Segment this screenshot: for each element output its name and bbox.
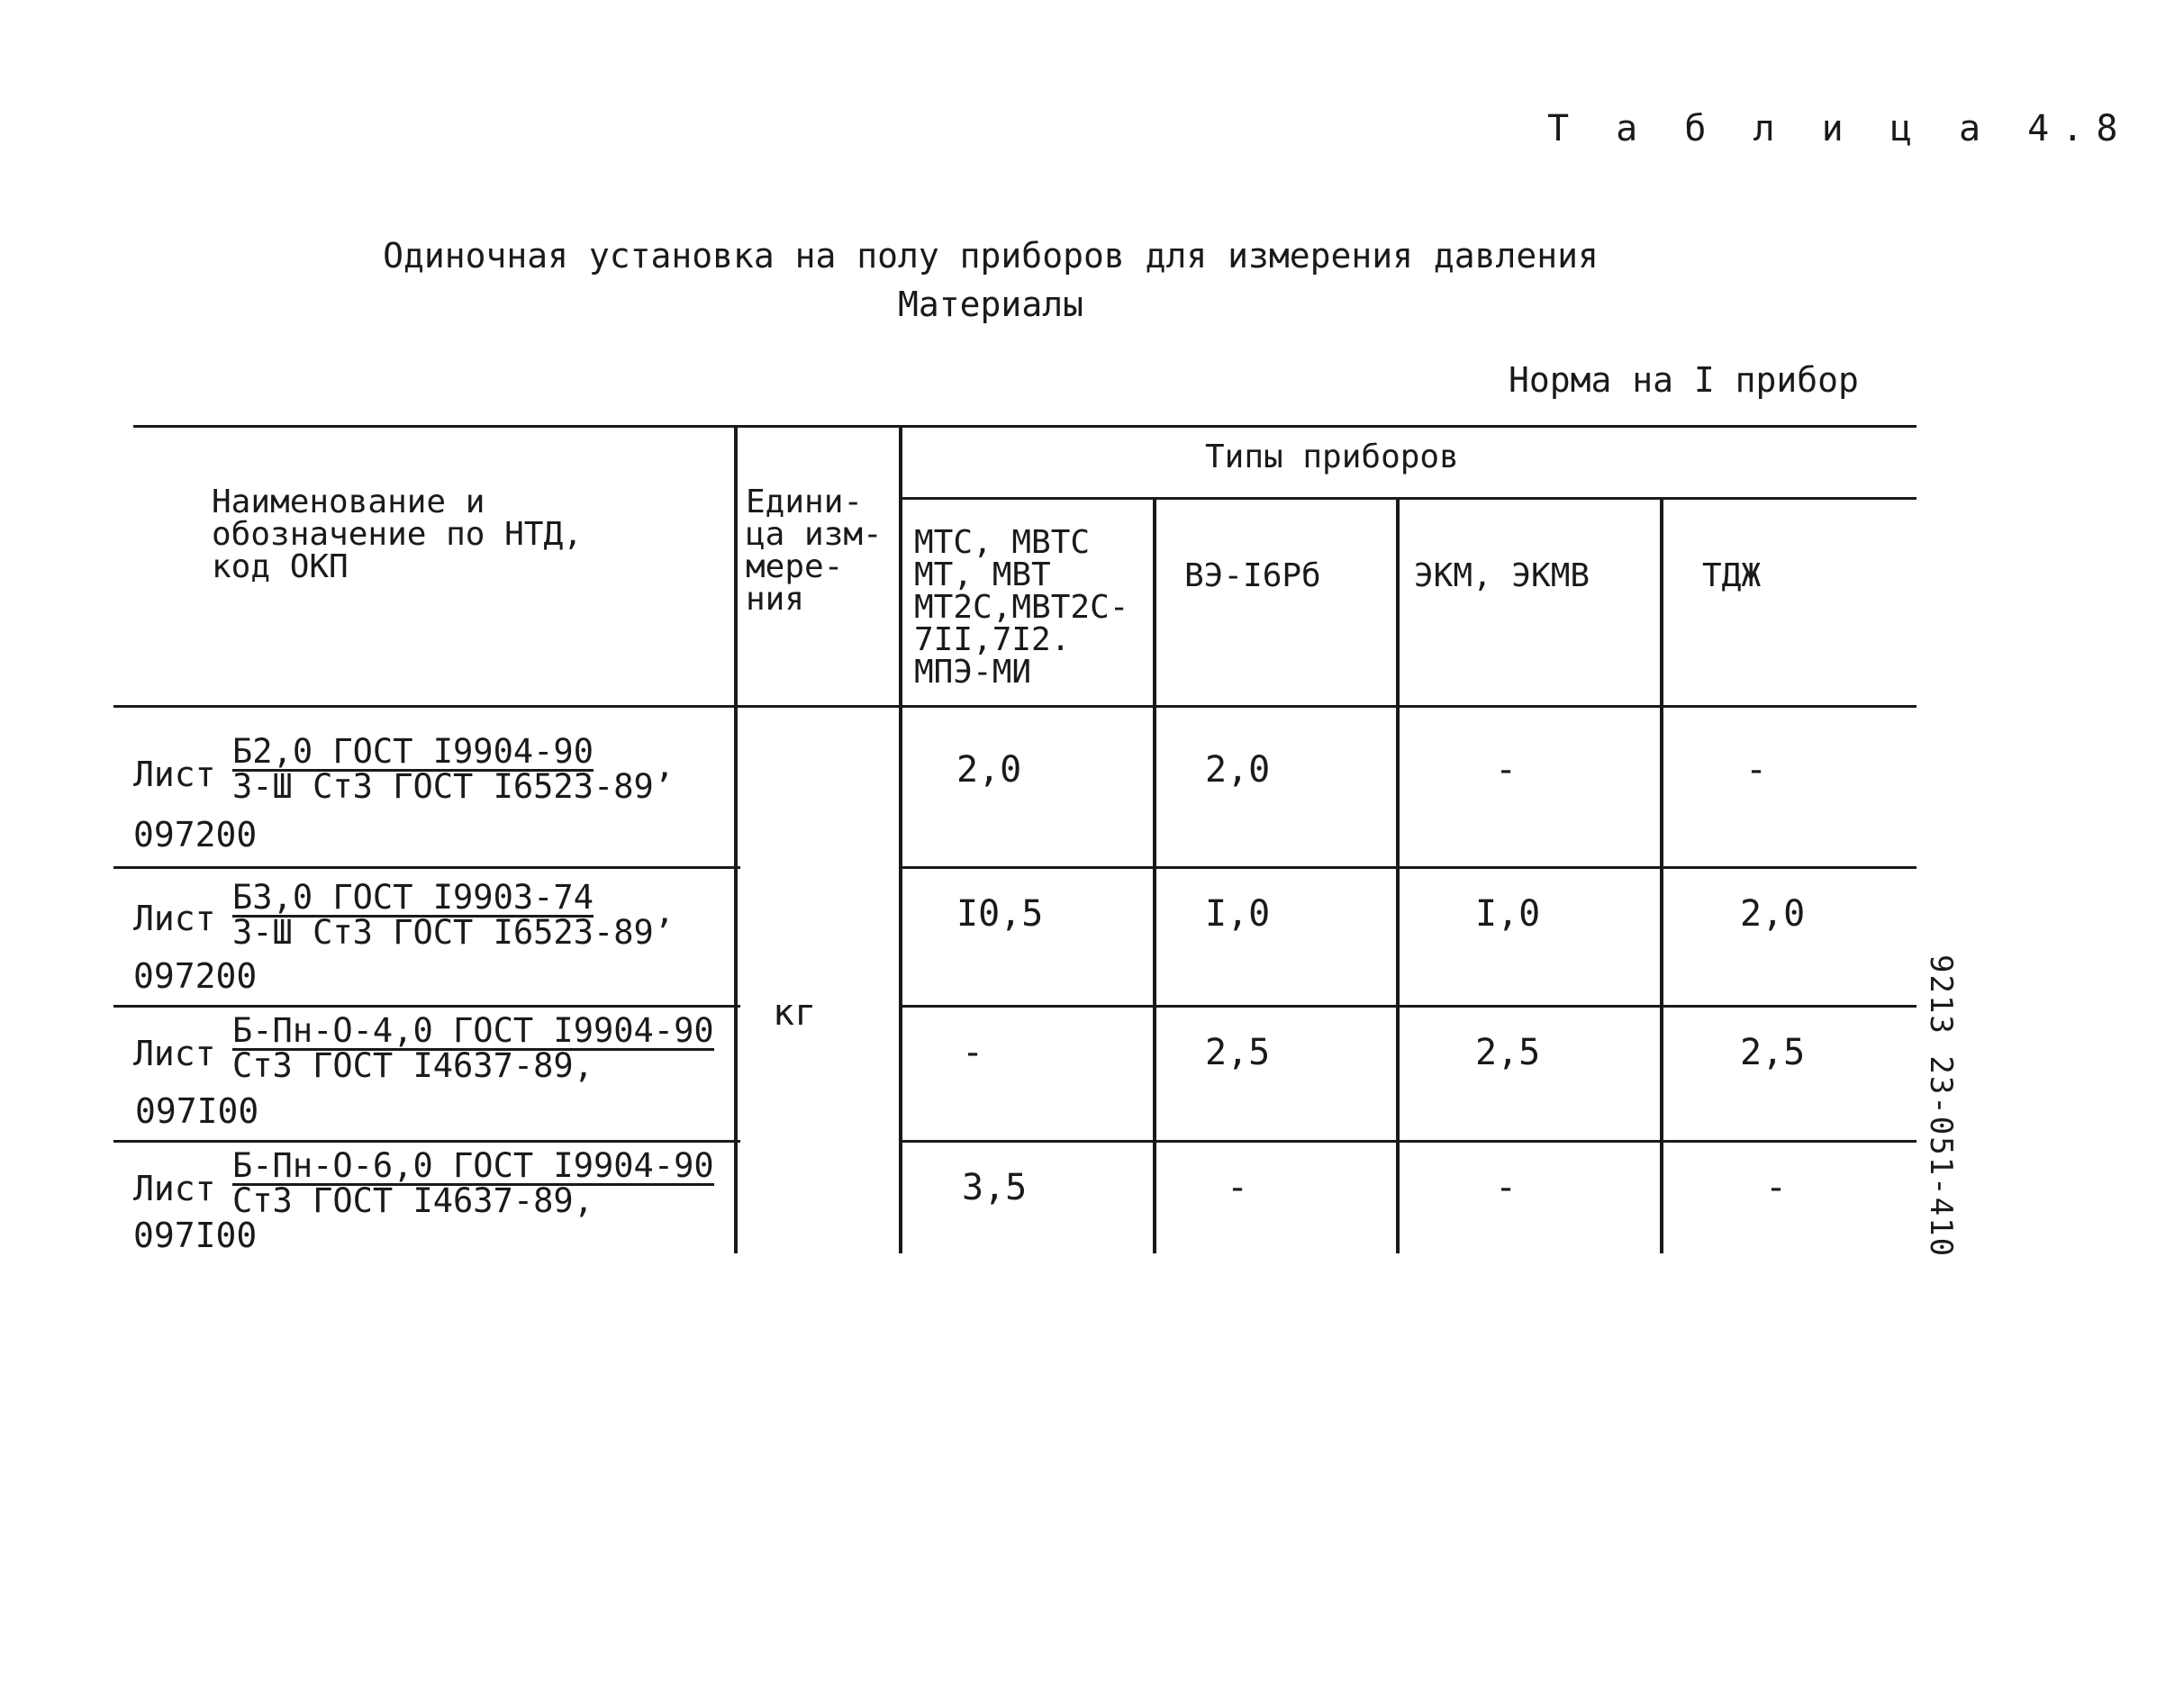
material-fraction — [232, 1146, 714, 1220]
value-col1: - — [962, 1032, 984, 1073]
header-name: Наименование и обозначение по НТД, код ОКП — [212, 484, 583, 585]
row1-bottom-rule — [113, 866, 740, 869]
header-bottom-rule — [113, 705, 1917, 708]
types-subheader-rule — [901, 497, 1917, 500]
row-prefix: Лист — [133, 1034, 216, 1073]
header-device-types: Типы приборов — [1205, 439, 1459, 475]
row-prefix: Лист — [133, 1169, 216, 1208]
value-col3: - — [1495, 1167, 1518, 1208]
value-col1: 2,0 — [956, 749, 1022, 791]
norm-note: Норма на I прибор — [1509, 360, 1859, 400]
value-col2: 2,0 — [1205, 749, 1271, 791]
header-col-mtc: МТС, МВТС МТ, МВТ МТ2С,МВТ2С- 7II,7I2. МПЭ-МИ — [914, 524, 1129, 691]
material-numerator: Б-Пн-О-4,0 ГОСТ I9904-90 — [232, 1011, 714, 1050]
material-numerator: Б-Пн-О-6,0 ГОСТ I9904-90 — [232, 1146, 714, 1185]
material-numerator: Б2,0 ГОСТ I9904-90 — [232, 732, 594, 771]
header-col-ekm: ЭКМ, ЭКМВ — [1414, 557, 1590, 594]
value-col3: - — [1495, 749, 1518, 791]
okp-code: 097I00 — [135, 1091, 259, 1131]
okp-code: 097200 — [133, 956, 258, 996]
table-top-rule — [133, 425, 1917, 428]
value-col4: - — [1765, 1167, 1788, 1208]
row-suffix: , — [573, 1181, 594, 1220]
row-prefix: Лист — [133, 755, 216, 794]
material-fraction — [232, 878, 675, 952]
col-divider-2 — [1153, 497, 1156, 1253]
header-col-ve16: ВЭ-I6Рб — [1184, 557, 1321, 594]
material-denominator: 3-Ш Ст3 ГОСТ I6523-89 — [232, 913, 654, 952]
value-col2: I,0 — [1205, 893, 1271, 935]
value-col1: 3,5 — [962, 1167, 1028, 1208]
row3-bottom-rule-right — [901, 1140, 1917, 1143]
row-suffix: ’ — [653, 913, 675, 952]
row-suffix: , — [573, 1046, 594, 1085]
document-subtitle: Материалы — [898, 285, 1083, 324]
material-numerator: Б3,0 ГОСТ I9903-74 — [232, 878, 594, 917]
material-denominator: Ст3 ГОСТ I4637-89 — [232, 1046, 574, 1085]
col-divider-unit-left — [734, 425, 738, 1253]
value-col4: 2,0 — [1740, 893, 1806, 935]
material-fraction — [232, 1011, 714, 1085]
material-denominator: 3-Ш Ст3 ГОСТ I6523-89 — [232, 767, 654, 806]
row1-bottom-rule-right — [901, 866, 1917, 869]
value-col1: I0,5 — [956, 893, 1044, 935]
header-unit: Едини- ца изм- мере- ния — [746, 484, 883, 618]
value-col3: I,0 — [1475, 893, 1541, 935]
value-col2: 2,5 — [1205, 1032, 1271, 1073]
row3-bottom-rule — [113, 1140, 740, 1143]
row-prefix: Лист — [133, 899, 216, 938]
value-col3: 2,5 — [1475, 1032, 1541, 1073]
material-denominator: Ст3 ГОСТ I4637-89 — [232, 1181, 574, 1220]
table-caption: Т а б л и ц а 4.8 — [1547, 108, 2131, 149]
unit-value: кг — [773, 992, 817, 1034]
col-divider-unit-right — [899, 425, 902, 1253]
okp-code: 097I00 — [133, 1216, 258, 1255]
value-col4: 2,5 — [1740, 1032, 1806, 1073]
okp-code: 097200 — [133, 815, 258, 855]
material-fraction — [232, 732, 675, 806]
value-col4: - — [1745, 749, 1768, 791]
document-title: Одиночная установка на полу приборов для измерения давления — [383, 236, 1599, 276]
side-document-code: 9213 23-051-410 — [1923, 954, 1959, 1259]
row-suffix: ’ — [653, 767, 675, 806]
row2-bottom-rule — [113, 1005, 740, 1008]
row2-bottom-rule-right — [901, 1005, 1917, 1008]
col-divider-4 — [1660, 497, 1663, 1253]
header-col-tdzh: ТДЖ — [1702, 557, 1762, 594]
col-divider-3 — [1396, 497, 1400, 1253]
value-col2: - — [1227, 1167, 1249, 1208]
